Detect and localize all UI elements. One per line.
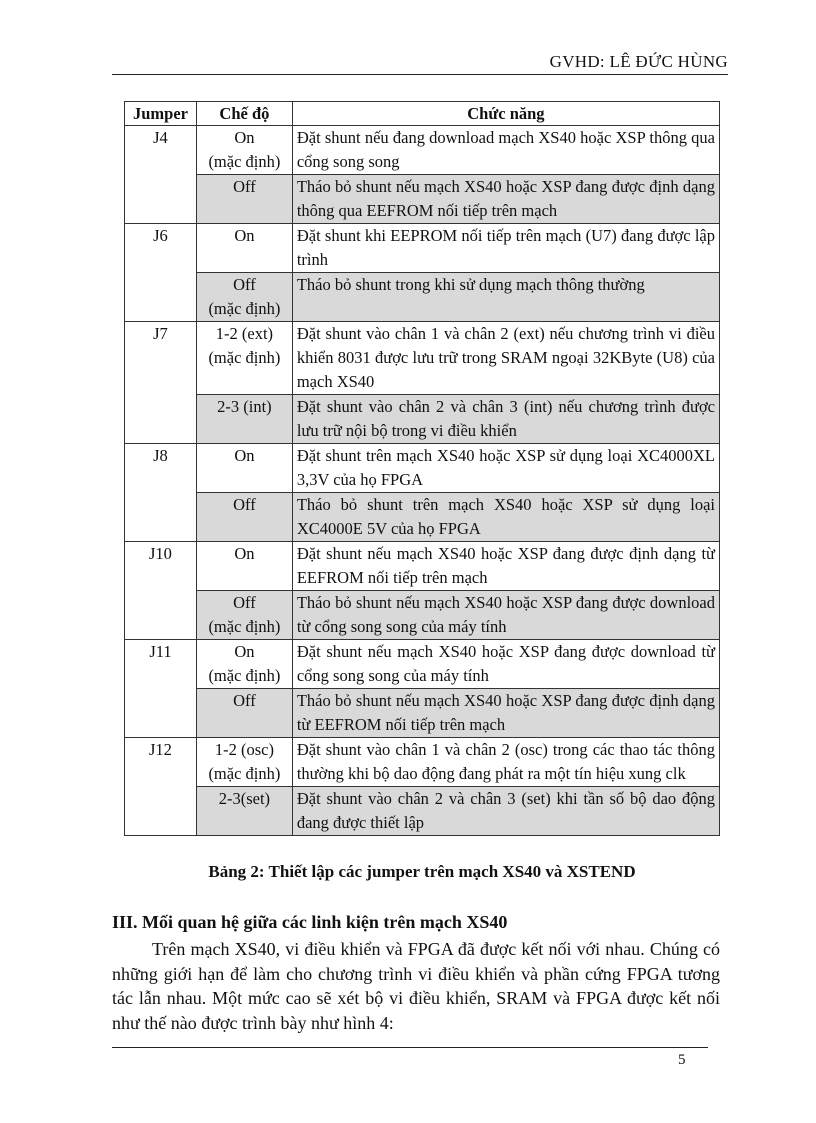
mode-line: 2-3(set) [218, 789, 271, 808]
table-row [125, 689, 720, 738]
table-header-row [125, 102, 720, 126]
mode-cell [196, 224, 292, 273]
function-cell: Đặt shunt nếu đang download mạch XS40 hoặc XSP thông qua cổng song song [292, 126, 719, 175]
mode-cell [196, 444, 292, 493]
header-function: Chức năng [292, 102, 719, 126]
section-title: III. Mối quan hệ giữa các linh kiện trên mạch XS40 [112, 912, 508, 932]
mode-line: Off [233, 275, 256, 294]
mode-line: (mặc định) [208, 299, 281, 318]
mode-line: 1-2 (osc) [214, 740, 274, 759]
header-jumper: Jumper [125, 102, 197, 126]
mode-line: (mặc định) [208, 348, 281, 367]
table-row [125, 273, 720, 322]
mode-line: (mặc định) [208, 152, 281, 171]
jumper-cell: J12 [125, 738, 197, 836]
mode-cell [196, 395, 292, 444]
table-row [125, 126, 720, 175]
footer-rule [112, 1047, 708, 1048]
table-row [125, 640, 720, 689]
table-row [125, 444, 720, 493]
mode-cell [196, 273, 292, 322]
table-row [125, 493, 720, 542]
function-cell: Tháo bỏ shunt nếu mạch XS40 hoặc XSP đang được định dạng từ EEFROM nối tiếp trên mạch [292, 689, 719, 738]
table-row [125, 591, 720, 640]
body-paragraph: Trên mạch XS40, vi điều khiển và FPGA đã được kết nối với nhau. Chúng có những giới hạn để làm cho chương trình vi điều khiển và phần cứng FPGA tương tác lẫn nhau. Một mức cao sẽ xét bộ vi điều khiển, SRAM và FPGA được kết nối như thế nào được trình bày như hình 4: [112, 939, 720, 1033]
header-mode: Chế độ [196, 102, 292, 126]
header-rule [112, 74, 728, 75]
mode-line: On [234, 128, 255, 147]
table-row [125, 175, 720, 224]
mode-line: On [234, 446, 255, 465]
table-row [125, 224, 720, 273]
mode-line: 1-2 (ext) [215, 324, 274, 343]
function-cell: Đặt shunt vào chân 2 và chân 3 (int) nếu chương trình được lưu trữ nội bộ trong vi điều khiển [292, 395, 719, 444]
table-row [125, 787, 720, 836]
table-caption: Bảng 2: Thiết lập các jumper trên mạch XS40 và XSTEND [208, 862, 636, 881]
function-cell: Đặt shunt khi EEPROM nối tiếp trên mạch (U7) đang được lập trình [292, 224, 719, 273]
mode-line: Off [233, 593, 256, 612]
jumper-cell: J7 [125, 322, 197, 444]
mode-line: On [234, 226, 255, 245]
function-cell: Đặt shunt nếu mạch XS40 hoặc XSP đang được download từ cổng song song của máy tính [292, 640, 719, 689]
function-cell: Đặt shunt vào chân 1 và chân 2 (ext) nếu chương trình vi điều khiển 8031 được lưu trữ trong SRAM ngoại 32KByte (U8) của mạch XS40 [292, 322, 719, 395]
mode-cell [196, 126, 292, 175]
function-cell: Đặt shunt vào chân 1 và chân 2 (osc) trong các thao tác thông thường khi bộ dao động đang phát ra một tín hiệu xung clk [292, 738, 719, 787]
mode-cell [196, 542, 292, 591]
mode-line: Off [233, 177, 256, 196]
mode-cell [196, 175, 292, 224]
jumper-cell: J8 [125, 444, 197, 542]
mode-line: (mặc định) [208, 617, 281, 636]
jumper-cell: J11 [125, 640, 197, 738]
function-cell: Đặt shunt vào chân 2 và chân 3 (set) khi tần số bộ dao động đang được thiết lập [292, 787, 719, 836]
mode-line: (mặc định) [208, 666, 281, 685]
jumper-cell: J6 [125, 224, 197, 322]
header-supervisor: GVHD: LÊ ĐỨC HÙNG [549, 52, 728, 71]
jumper-cell: J4 [125, 126, 197, 224]
table-row [125, 395, 720, 444]
table-row [125, 322, 720, 395]
mode-cell [196, 787, 292, 836]
table-body [125, 126, 720, 836]
jumper-cell: J10 [125, 542, 197, 640]
mode-line: Off [233, 691, 256, 710]
function-cell: Đặt shunt trên mạch XS40 hoặc XSP sử dụng loại XC4000XL 3,3V của họ FPGA [292, 444, 719, 493]
mode-line: (mặc định) [208, 764, 281, 783]
mode-line: 2-3 (int) [217, 397, 272, 416]
function-cell: Tháo bỏ shunt trong khi sử dụng mạch thông thường [292, 273, 719, 322]
function-cell: Tháo bỏ shunt trên mạch XS40 hoặc XSP sử dụng loại XC4000E 5V của họ FPGA [292, 493, 719, 542]
mode-cell [196, 591, 292, 640]
mode-cell [196, 322, 292, 395]
page-number: 5 [678, 1052, 686, 1068]
mode-cell [196, 640, 292, 689]
mode-cell [196, 493, 292, 542]
table-row [125, 542, 720, 591]
jumper-settings-table [124, 101, 720, 836]
mode-cell [196, 738, 292, 787]
function-cell: Tháo bỏ shunt nếu mạch XS40 hoặc XSP đang được download từ cổng song song của máy tính [292, 591, 719, 640]
mode-line: On [234, 642, 255, 661]
mode-line: On [234, 544, 255, 563]
mode-line: Off [233, 495, 256, 514]
mode-cell [196, 689, 292, 738]
table-row [125, 738, 720, 787]
function-cell: Đặt shunt nếu mạch XS40 hoặc XSP đang được định dạng từ EEFROM nối tiếp trên mạch [292, 542, 719, 591]
function-cell: Tháo bỏ shunt nếu mạch XS40 hoặc XSP đang được định dạng thông qua EEFROM nối tiếp trên mạch [292, 175, 719, 224]
